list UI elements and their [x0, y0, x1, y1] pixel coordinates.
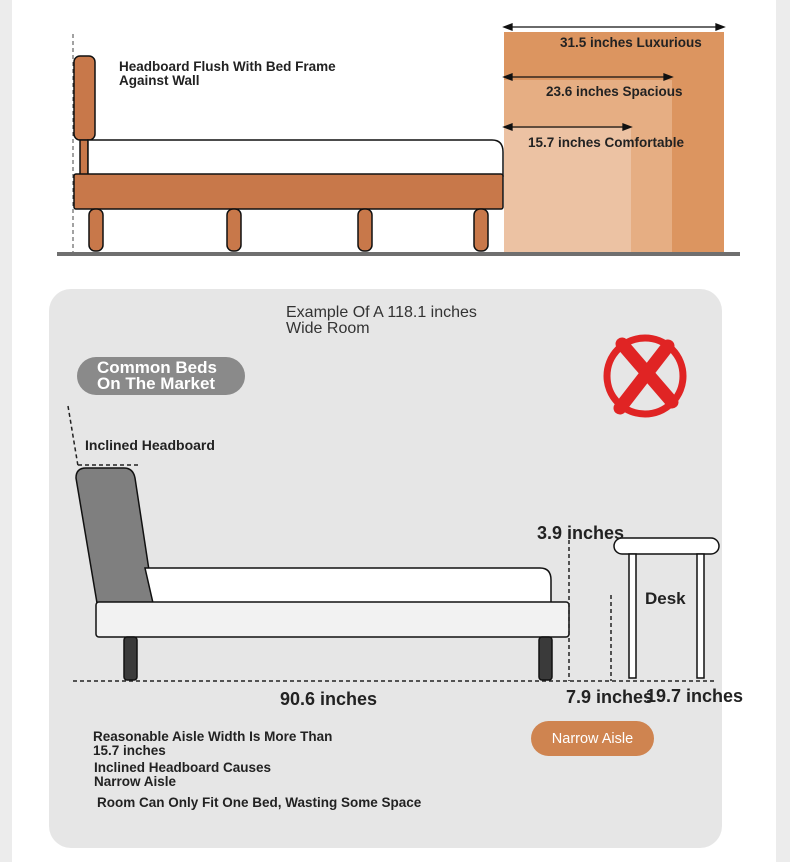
inclined-headboard: [76, 468, 154, 603]
gap-dimension-label: 3.9 inches: [537, 523, 625, 543]
room-title: Example Of A 118.1 inches Wide Room: [286, 304, 477, 337]
aisle-spacious-label: 23.6 inches Spacious: [546, 84, 683, 99]
bed-frame: [96, 602, 569, 637]
desk-top: [614, 538, 719, 554]
common-bed: [76, 468, 569, 680]
mattress: [145, 568, 551, 603]
wrong-mark-icon: [607, 338, 683, 414]
desk-width-label: 19.7 inches: [646, 686, 744, 706]
desk-label: Desk: [645, 589, 686, 608]
aisle-width-label: 7.9 inches: [566, 687, 654, 707]
inclined-headboard-label: Inclined Headboard: [85, 437, 215, 453]
desk: [614, 538, 719, 678]
narrow-aisle-badge: Narrow Aisle: [531, 721, 654, 756]
aisle-comfortable-label: 15.7 inches Comfortable: [528, 135, 685, 150]
one-bed-note: Room Can Only Fit One Bed, Wasting Some Space: [97, 795, 422, 810]
bed-length-label: 90.6 inches: [280, 689, 378, 709]
reasonable-aisle-note: Reasonable Aisle Width Is More Than 15.7 inches: [93, 729, 333, 758]
inclined-headboard-note: Inclined Headboard Causes Narrow Aisle: [94, 760, 272, 789]
common-beds-badge: Common Beds On The Market: [77, 357, 245, 395]
aisle-luxurious-label: 31.5 inches Luxurious: [560, 35, 702, 50]
headboard-flush-note: Headboard Flush With Bed Frame Against Wall: [119, 59, 336, 88]
